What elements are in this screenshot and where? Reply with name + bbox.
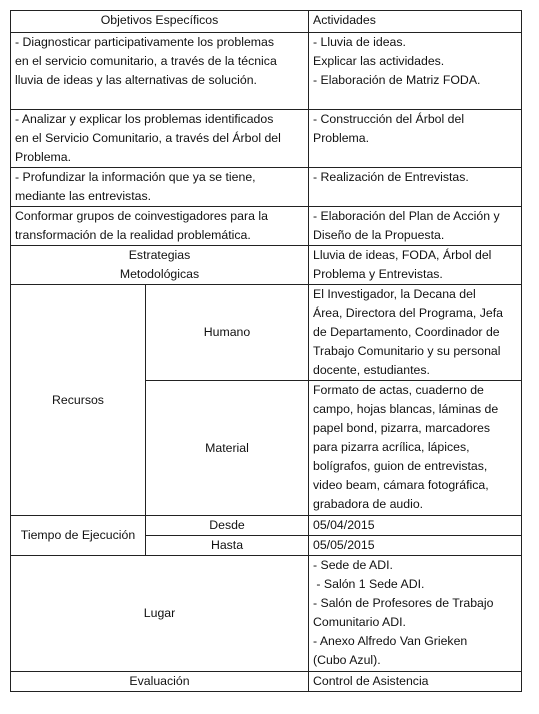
objective-line: Problema. [15, 150, 72, 164]
activity-line: Diseño de la Propuesta. [313, 228, 445, 242]
evaluation-value: Control de Asistencia [309, 672, 522, 692]
material-value-line: Formato de actas, cuaderno de [313, 383, 484, 397]
human-value-line: docente, estudiantes. [313, 363, 430, 377]
objective-row-2 [11, 110, 522, 168]
objective-line: - Diagnosticar participativamente los problemas [15, 35, 275, 49]
place-line: Comunitario ADI. [313, 615, 406, 629]
objective-line: - Profundizar la información que ya se tiene, [15, 170, 256, 184]
resources-human-row [11, 285, 522, 381]
evaluation-row [11, 672, 522, 692]
human-value [309, 285, 522, 381]
objective-row-3 [11, 168, 522, 207]
objective-text [11, 207, 309, 246]
material-value-line: papel bond, pizarra, marcadores [313, 421, 491, 435]
strategies-row [11, 246, 522, 285]
place-label: Lugar [11, 556, 309, 672]
place-line: - Sede de ADI. [313, 558, 393, 572]
execution-time-label: Tiempo de Ejecución [11, 516, 146, 556]
planning-table [10, 10, 522, 692]
strategies-value [309, 246, 522, 285]
resources-label: Recursos [11, 285, 146, 516]
place-line: - Anexo Alfredo Van Grieken [313, 634, 468, 648]
objective-line: Conformar grupos de coinvestigadores para la [15, 209, 268, 223]
objective-line: en el servicio comunitario, a través de la técnica [15, 54, 277, 68]
objective-text [11, 110, 309, 168]
activity-line: - Elaboración de Matriz FODA. [313, 73, 481, 87]
strategies-label [11, 246, 309, 285]
activity-line: - Elaboración del Plan de Acción y [313, 209, 500, 223]
place-row [11, 556, 522, 672]
place-line: - Salón 1 Sede ADI. [313, 577, 425, 591]
from-label: Desde [146, 516, 309, 536]
human-value-line: Área, Directora del Programa, Jefa [313, 306, 504, 320]
evaluation-label: Evaluación [11, 672, 309, 692]
objective-line: mediante las entrevistas. [15, 189, 152, 203]
header-activities: Actividades [309, 11, 522, 33]
place-value [309, 556, 522, 672]
from-value: 05/04/2015 [309, 516, 522, 536]
objective-text [11, 168, 309, 207]
objective-text [11, 33, 309, 110]
human-value-line: El Investigador, la Decana del [313, 287, 476, 301]
strategies-label-line: Metodológicas [119, 267, 200, 281]
activity-line: Explicar las actividades. [313, 54, 445, 68]
activities-text [309, 110, 522, 168]
objective-line: - Analizar y explicar los problemas identificados [15, 112, 274, 126]
objective-line: lluvia de ideas y las alternativas de solución. [15, 73, 257, 87]
activities-text [309, 168, 522, 207]
strategies-label-line: Estrategias [128, 248, 191, 262]
objective-line: en el Servicio Comunitario, a través del Árbol del [15, 131, 281, 145]
objective-row-4 [11, 207, 522, 246]
to-label: Hasta [146, 536, 309, 556]
activity-line: - Construcción del Árbol del [313, 112, 465, 126]
human-label: Humano [146, 285, 309, 381]
place-line: - Salón de Profesores de Trabajo [313, 596, 494, 610]
material-value-line: campo, hojas blancas, láminas de [313, 402, 499, 416]
objective-row-1 [11, 33, 522, 110]
header-objectives: Objetivos Específicos [11, 11, 309, 33]
header-row [11, 11, 522, 33]
to-value: 05/05/2015 [309, 536, 522, 556]
material-value [309, 381, 522, 516]
activity-line: - Realización de Entrevistas. [313, 170, 469, 184]
execution-from-row [11, 516, 522, 536]
material-value-line: video beam, cámara fotográfica, [313, 478, 489, 492]
activities-text [309, 33, 522, 110]
strategies-value-line: Lluvia de ideas, FODA, Árbol del [313, 248, 492, 262]
activity-line: Problema. [313, 131, 370, 145]
human-value-line: Trabajo Comunitario y su personal [313, 344, 501, 358]
human-value-line: de Departamento, Coordinador de [313, 325, 500, 339]
objective-line: transformación de la realidad problemática. [15, 228, 251, 242]
activities-text [309, 207, 522, 246]
place-line: (Cubo Azul). [313, 653, 381, 667]
activity-line: - Lluvia de ideas. [313, 35, 406, 49]
material-value-line: para pizarra acrílica, lápices, [313, 440, 470, 454]
material-value-line: grabadora de audio. [313, 497, 424, 511]
strategies-value-line: Problema y Entrevistas. [313, 267, 443, 281]
material-label: Material [146, 381, 309, 516]
material-value-line: bolígrafos, guion de entrevistas, [313, 459, 488, 473]
